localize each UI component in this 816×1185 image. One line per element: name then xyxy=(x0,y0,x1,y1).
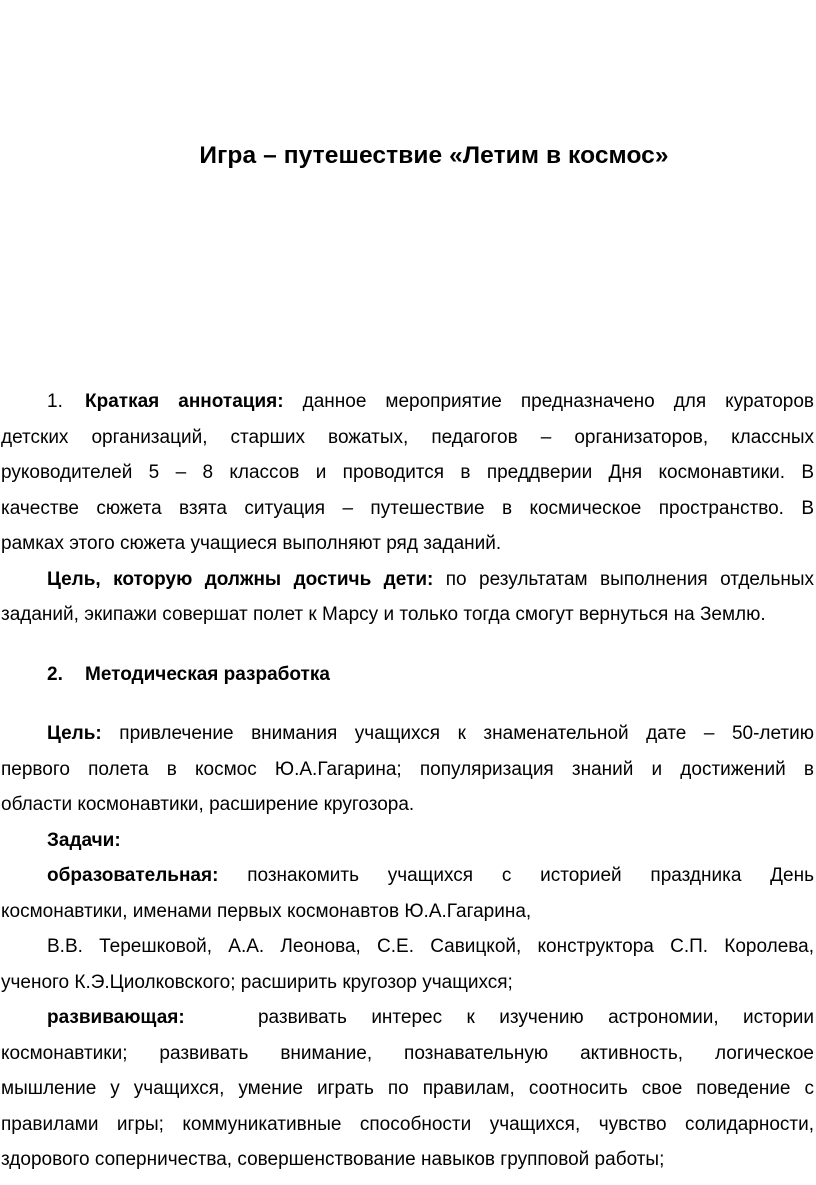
tasks-label: Задачи: xyxy=(47,829,121,851)
edu-label: образовательная: xyxy=(47,865,219,886)
section-number: 1. xyxy=(47,391,63,412)
section-number: 2. xyxy=(47,663,63,685)
dev-line-2: космонавтики; развивать внимание, познавательную активность, логическое xyxy=(1,1042,814,1064)
section-methodical-heading xyxy=(1,657,814,693)
goal-paragraph xyxy=(1,562,814,633)
dev-line-5: здорового соперничества, совершенствование навыков групповой работы; xyxy=(1,1149,665,1170)
goal-line-1 xyxy=(1,562,814,598)
document-title: Игра – путешествие «Летим в космос» xyxy=(199,142,669,169)
edu-text: познакомить учащихся с историей праздника День xyxy=(247,865,814,886)
document-body xyxy=(1,384,814,1178)
dev-paragraph xyxy=(1,1000,814,1178)
annotation-label: Краткая аннотация: xyxy=(85,391,284,412)
edu-line-4: ученого К.Э.Циолковского; расширить кругозор учащихся; xyxy=(1,971,513,993)
annotation-line-3: руководителей 5 – 8 классов и проводится в преддверии Дня космонавтики. В xyxy=(1,462,814,483)
annotation-line-2: детских организаций, старших вожатых, педагогов – организаторов, классных xyxy=(1,426,814,448)
methodical-heading-line xyxy=(1,657,814,693)
cel-paragraph xyxy=(1,716,814,823)
goal-line-2: заданий, экипажи совершат полет к Марсу и только тогда смогут вернуться на Землю. xyxy=(1,604,766,625)
annotation-line-4: качестве сюжета взята ситуация – путешествие в космическое пространство. В xyxy=(1,497,814,519)
cel-line-1 xyxy=(1,716,814,752)
edu-paragraph xyxy=(1,858,814,929)
dev-label: развивающая: xyxy=(47,1007,185,1028)
tasks-heading-line xyxy=(1,823,814,859)
edu-line-2: космонавтики, именами первых космонавтов Ю.А.Гагарина, xyxy=(1,900,532,922)
edu-line-1 xyxy=(1,858,814,894)
edu-line-3-text: В.В. Терешковой, А.А. Леонова, С.Е. Савицкой, конструктора С.П. Королева, xyxy=(47,936,814,957)
edu-line-3 xyxy=(1,929,814,965)
cel-line-3: области космонавтики, расширение кругозора. xyxy=(1,794,415,815)
goal-text: по результатам выполнения отдельных xyxy=(445,568,815,590)
tasks-heading-paragraph xyxy=(1,823,814,859)
cel-line-2: первого полета в космос Ю.А.Гагарина; популяризация знаний и достижений в xyxy=(1,758,814,780)
goal-label: Цель, которую должны достичь дети: xyxy=(47,568,434,590)
dev-text: развивать интерес к изучению астрономии, истории xyxy=(257,1007,814,1028)
section-annotation xyxy=(1,384,814,562)
methodical-heading: Методическая разработка xyxy=(85,663,330,685)
annotation-line-5: рамках этого сюжета учащиеся выполняют ряд заданий. xyxy=(1,533,502,554)
dev-line-1 xyxy=(1,1000,814,1036)
dev-line-3: мышление у учащихся, умение играть по правилам, соотносить свое поведение с xyxy=(1,1078,814,1099)
cel-text: привлечение внимания учащихся к знаменательной дате – 50-летию xyxy=(119,723,814,744)
dev-line-4: правилами игры; коммуникативные способности учащихся, чувство солидарности, xyxy=(1,1113,814,1135)
annotation-text: данное мероприятие предназначено для кураторов xyxy=(302,391,814,412)
edu-continued-paragraph xyxy=(1,929,814,1000)
cel-label: Цель: xyxy=(47,723,102,744)
annotation-line-1 xyxy=(1,384,814,420)
